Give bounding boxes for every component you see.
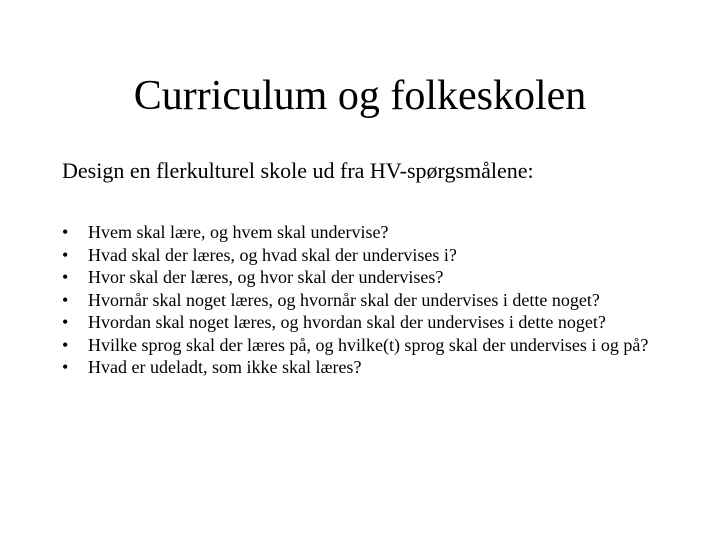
- bullet-icon: •: [62, 289, 69, 310]
- bullet-text: Hvornår skal noget læres, og hvornår skal der undervises i dette noget?: [88, 289, 600, 310]
- bullet-text: Hvem skal lære, og hvem skal undervise?: [88, 222, 389, 242]
- bullet-icon: •: [62, 244, 69, 265]
- bullet-item: [62, 311, 682, 334]
- bullet-item: [62, 289, 682, 312]
- bullet-text: Hvor skal der læres, og hvor skal der undervises?: [88, 267, 444, 287]
- bullet-icon: •: [62, 267, 69, 287]
- bullet-item: [62, 244, 682, 267]
- bullet-icon: •: [62, 312, 69, 332]
- bullet-text: Hvad skal der læres, og hvad skal der undervises i?: [88, 244, 457, 265]
- bullet-item: [62, 356, 682, 379]
- slide-intro: Design en flerkulturel skole ud fra HV-spørgsmålene:: [62, 158, 534, 183]
- bullet-text: Hvad er udeladt, som ikke skal læres?: [88, 357, 362, 377]
- bullet-item: [62, 266, 682, 289]
- bullet-text: Hvordan skal noget læres, og hvordan skal der undervises i dette noget?: [88, 312, 606, 332]
- slide-title: Curriculum og folkeskolen: [133, 73, 587, 119]
- bullet-icon: •: [62, 222, 69, 242]
- bullet-text: Hvilke sprog skal der læres på, og hvilke(t) sprog skal der undervises i og på?: [88, 334, 649, 355]
- bullet-icon: •: [62, 357, 69, 377]
- bullet-item: [62, 334, 682, 357]
- bullet-icon: •: [62, 334, 69, 355]
- bullet-item: [62, 221, 682, 244]
- bullet-list: [62, 221, 682, 379]
